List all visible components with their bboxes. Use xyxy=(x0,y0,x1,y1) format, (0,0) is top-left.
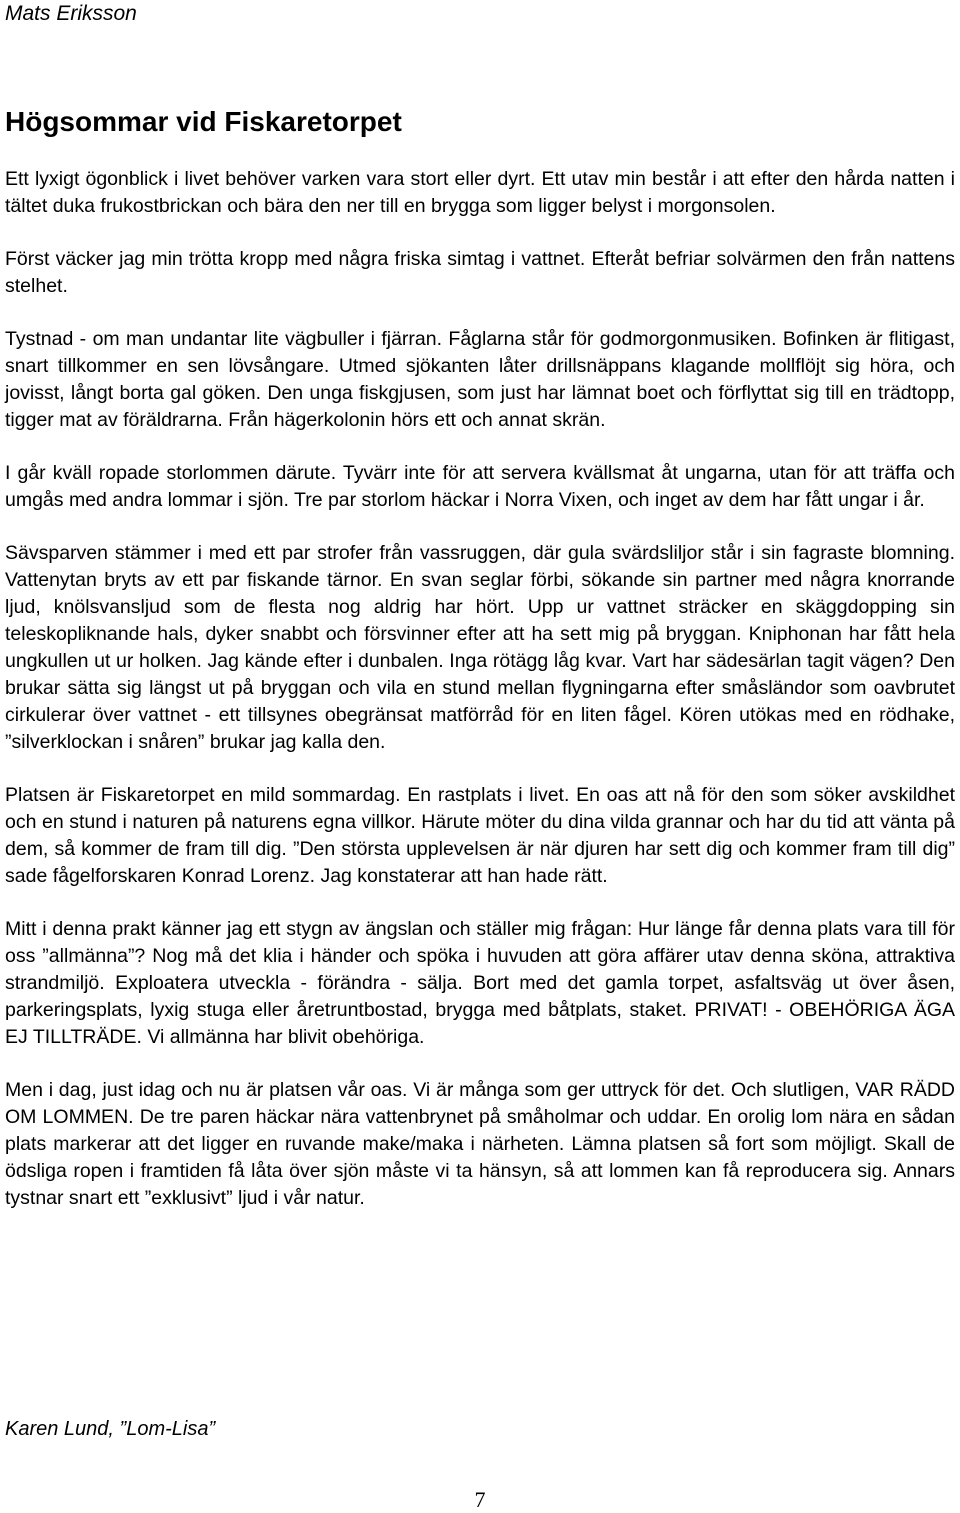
paragraph-5: Sävsparven stämmer i med ett par strofer från vassruggen, där gula svärdsliljor står i sin fagraste blomning. Vattenytan bryts av ett par fiskande tärnor. En svan seglar förbi, sökande sin partner med några knorrande ljud, knölsvansljud som de flesta nog aldrig har hört. Upp ur vattnet sträcker en skäggdopping sin teleskopliknande hals, dyker snabbt och försvinner efter att ha sett mig på bryggan. Kniphonan har fått hela ungkullen ut ur holken. Jag kände efter i dunbalen. Inga rötägg låg kvar. Vart har sädesärlan tagit vägen? Den brukar sätta sig längst ut på bryggan och vila en stund mellan flygningarna efter småsländor som oavbrutet cirkulerar över vattnet - ett tillsynes obegränsat matförråd för en liten fågel. Kören utökas med en rödhake, ”silverklockan i snåren” brukar jag kalla den. xyxy=(5,542,955,753)
article-body xyxy=(5,166,955,1238)
paragraph-1: Ett lyxigt ögonblick i livet behöver varken vara stort eller dyrt. Ett utav min består i att efter den hårda natten i tältet duka frukostbrickan och bära den ner till en brygga som ligger belyst i morgonsolen. xyxy=(5,168,955,217)
paragraph-4: I går kväll ropade storlommen därute. Tyvärr inte för att servera kvällsmat åt ungarna, utan för att träffa och umgås med andra lommar i sjön. Tre par storlom häckar i Norra Vixen, och inget av dem har fått ungar i år. xyxy=(5,462,955,511)
header-author: Mats Eriksson xyxy=(5,2,137,25)
paragraph-7: Mitt i denna prakt känner jag ett stygn av ängslan och ställer mig frågan: Hur länge får denna plats vara till för oss ”allmänna”? Nog må det klia i händer och spöka i huvuden att göra affärer utav denna sköna, attraktiva strandmiljö. Exploatera utveckla - förändra - sälja. Bort med det gamla torpet, asfaltsväg ut över åsen, parkeringsplats, lyxig stuga eller åretruntbostad, brygga med båtplats, staket. PRIVAT! - OBEHÖRIGA ÄGA EJ TILLTRÄDE. Vi allmänna har blivit obehöriga. xyxy=(5,918,955,1048)
paragraph-3: Tystnad - om man undantar lite vägbuller i fjärran. Fåglarna står för godmorgonmusiken. Bofinken är flitigast, snart tillkommer en sen lövsångare. Utmed sjökanten låter drillsnäppans klagande mollflöjt sig höra, och jovisst, långt borta gal göken. Den unga fiskgjusen, som just har lämnat boet och förflyttat sig till en trädtopp, tigger mat av föräldrarna. Från hägerkolonin hörs ett och annat skrän. xyxy=(5,328,955,431)
paragraph-2: Först väcker jag min trötta kropp med några friska simtag i vattnet. Efteråt befriar solvärmen den från nattens stelhet. xyxy=(5,248,955,297)
document-page xyxy=(5,0,955,1513)
paragraph-6: Platsen är Fiskaretorpet en mild sommardag. En rastplats i livet. En oas att nå för den som söker avskildhet och en stund i naturen på naturens egna villkor. Härute möter du dina vilda grannar och har du tid att vänta på dem, så kommer de fram till dig. ”Den största upplevelsen är när djuren har sett dig och kommer fram till dig” sade fågelforskaren Konrad Lorenz. Jag konstaterar att han hade rätt. xyxy=(5,784,955,887)
article-title: Högsommar vid Fiskaretorpet xyxy=(5,106,402,137)
article-signature: Karen Lund, ”Lom-Lisa” xyxy=(5,1418,216,1440)
page-number: 7 xyxy=(474,1487,486,1512)
paragraph-8: Men i dag, just idag och nu är platsen vår oas. Vi är många som ger uttryck för det. Och slutligen, VAR RÄDD OM LOMMEN. De tre paren häckar nära vattenbrynet på småholmar och uddar. En orolig lom nära en sådan plats markerar att det ligger en ruvande make/maka i närheten. Lämna platsen så fort som möjligt. Skall de ödsliga ropen i framtiden få låta över sjön måste vi ta hänsyn, så att lommen kan få reproducera sig. Annars tystnar snart ett ”exklusivt” ljud i vår natur. xyxy=(5,1079,955,1209)
